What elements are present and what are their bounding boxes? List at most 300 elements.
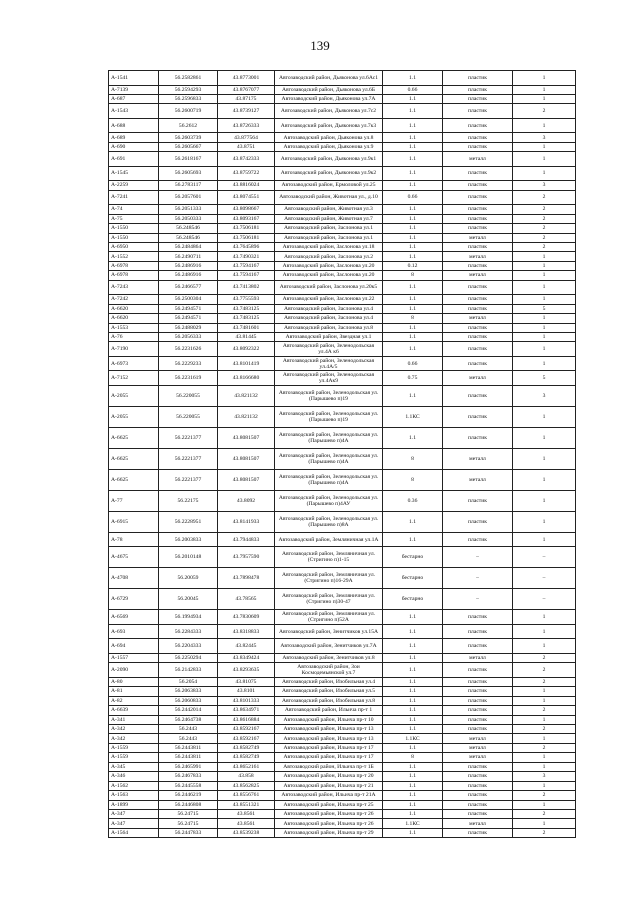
longitude-cell: 43.7594167 [218, 261, 275, 270]
table-row [109, 663, 576, 678]
table-row [109, 753, 576, 762]
address-cell: Автозаводский район, Заслонова ул.1 [275, 233, 383, 242]
table-row [109, 142, 576, 151]
volume-cell: 1.1 [383, 295, 443, 304]
volume-cell: 1.1 [383, 828, 443, 837]
count-cell: 2 [513, 791, 576, 800]
longitude-cell: 43.8349424 [218, 653, 275, 662]
address-cell: Автозаводский район, Ильича пр-т 21 [275, 781, 383, 790]
site-id-cell: А-1899 [109, 800, 159, 809]
count-cell: 1 [513, 610, 576, 625]
material-cell: металл [443, 314, 513, 323]
site-id-cell: А-1545 [109, 166, 159, 181]
table-row [109, 104, 576, 119]
volume-cell: 1.1 [383, 624, 443, 639]
table-row [109, 295, 576, 304]
longitude-cell: 43.7506181 [218, 224, 275, 233]
site-id-cell: А-345 [109, 762, 159, 771]
address-cell: Автозаводский район, Зеленодольская ул. (Парышево п)19 [275, 406, 383, 427]
site-id-cell: А-1543 [109, 104, 159, 119]
container-sites-table [108, 70, 576, 838]
count-cell: 2 [513, 663, 576, 678]
longitude-cell: 43.8081507 [218, 448, 275, 469]
table-row [109, 734, 576, 743]
latitude-cell: 56.2603739 [159, 133, 218, 142]
site-id-cell: А-80 [109, 677, 159, 686]
latitude-cell: 56.2605667 [159, 142, 218, 151]
address-cell: Автозаводский район, Животная ул.3 [275, 205, 383, 214]
longitude-cell: 43.8561 [218, 819, 275, 828]
count-cell: 1 [513, 342, 576, 357]
longitude-cell: 43.8562825 [218, 781, 275, 790]
latitude-cell: 56.2446219 [159, 791, 218, 800]
count-cell: 2 [513, 104, 576, 119]
address-cell: Автозаводский район, Зенитчиков ул.7А [275, 639, 383, 654]
latitude-cell: 56.2231619 [159, 371, 218, 386]
count-cell: – [513, 589, 576, 610]
volume-cell: 1.1 [383, 242, 443, 251]
site-id-cell: А-6915 [109, 511, 159, 532]
table-row [109, 639, 576, 654]
longitude-cell: 43.8166680 [218, 371, 275, 386]
table-row [109, 743, 576, 752]
latitude-cell: 56.2050333 [159, 214, 218, 223]
table-row [109, 71, 576, 86]
longitude-cell: 43.821132 [218, 406, 275, 427]
address-cell: Автозаводский район, Изобильная ул.5 [275, 687, 383, 696]
count-cell: 1 [513, 532, 576, 547]
longitude-cell: 43.8582749 [218, 743, 275, 752]
site-id-cell: А-694 [109, 639, 159, 654]
site-id-cell: А-4708 [109, 568, 159, 589]
latitude-cell: 56.2494571 [159, 314, 218, 323]
table-row [109, 190, 576, 205]
volume-cell: 1.1 [383, 118, 443, 133]
table-row [109, 261, 576, 270]
material-cell: пластик [443, 624, 513, 639]
table-row [109, 332, 576, 341]
address-cell: Автозаводский район, Ильича пр-т 20 [275, 772, 383, 781]
latitude-cell: 56.2221377 [159, 427, 218, 448]
address-cell: Автозаводский район, Земляничная ул. (Стригино п)52А [275, 610, 383, 625]
count-cell: 1 [513, 295, 576, 304]
longitude-cell: 43.7594167 [218, 271, 275, 280]
site-id-cell: А-7152 [109, 371, 159, 386]
table-row [109, 568, 576, 589]
address-cell: Автозаводский район, Зеленодольская ул.4Ак9 [275, 371, 383, 386]
longitude-cell: 43.8092 [218, 490, 275, 511]
longitude-cell: 43.8726333 [218, 118, 275, 133]
count-cell: 2 [513, 190, 576, 205]
volume-cell: 1.1 [383, 663, 443, 678]
site-id-cell: А-1550 [109, 224, 159, 233]
volume-cell: 1.1 [383, 687, 443, 696]
longitude-cell: 43.7898478 [218, 568, 275, 589]
longitude-cell: 43.7944833 [218, 532, 275, 547]
site-id-cell: А-6625 [109, 427, 159, 448]
latitude-cell: 56.220055 [159, 406, 218, 427]
volume-cell: 1.1 [383, 696, 443, 705]
material-cell: пластик [443, 663, 513, 678]
address-cell: Автозаводский район, Заслонова ул.20к5 [275, 280, 383, 295]
address-cell: Автозаводский район, Дьяконова ул.9 [275, 142, 383, 151]
address-cell: Автозаводский район, Ермоловой ул.25 [275, 181, 383, 190]
address-cell: Автозаводский район, Изобильная ул.8 [275, 696, 383, 705]
table-row [109, 152, 576, 167]
site-id-cell: А-74 [109, 205, 159, 214]
table-row [109, 427, 576, 448]
site-id-cell: А-6978 [109, 261, 159, 270]
material-cell: металл [443, 743, 513, 752]
volume-cell: 8 [383, 469, 443, 490]
address-cell: Автозаводский район, Дьяконова ул.8 [275, 133, 383, 142]
volume-cell: 1.1 [383, 142, 443, 151]
latitude-cell: 56.2465991 [159, 762, 218, 771]
latitude-cell: 56.2221377 [159, 469, 218, 490]
table-row [109, 85, 576, 94]
material-cell: пластик [443, 224, 513, 233]
latitude-cell: 56.2063833 [159, 687, 218, 696]
material-cell: пластик [443, 706, 513, 715]
latitude-cell: 56.2056333 [159, 332, 218, 341]
volume-cell: 1.1 [383, 762, 443, 771]
material-cell: пластик [443, 166, 513, 181]
latitude-cell: 56.2600719 [159, 104, 218, 119]
volume-cell: 1.1 [383, 342, 443, 357]
longitude-cell: 43.8652161 [218, 762, 275, 771]
address-cell: Автозаводский район, Изобильная ул.4 [275, 677, 383, 686]
material-cell: металл [443, 753, 513, 762]
latitude-cell: 56.248546 [159, 224, 218, 233]
latitude-cell: 56.2284333 [159, 624, 218, 639]
site-id-cell: А-1557 [109, 653, 159, 662]
site-id-cell: А-341 [109, 715, 159, 724]
volume-cell: 1.1 [383, 280, 443, 295]
table-row [109, 242, 576, 251]
table-row [109, 781, 576, 790]
latitude-cell: 56.2488029 [159, 323, 218, 332]
count-cell: 1 [513, 696, 576, 705]
address-cell: Автозаводский район, Заслонова ул.20 [275, 261, 383, 270]
address-cell: Автозаводский район, Земляничная ул. (Стригино п)30-47 [275, 589, 383, 610]
material-cell: пластик [443, 725, 513, 734]
address-cell: Автозаводский район, Ильича пр-т 13 [275, 725, 383, 734]
material-cell: металл [443, 819, 513, 828]
table-row [109, 271, 576, 280]
table-row [109, 448, 576, 469]
longitude-cell: 43.8759722 [218, 166, 275, 181]
latitude-cell: 56.2605693 [159, 166, 218, 181]
site-id-cell: А-1559 [109, 743, 159, 752]
material-cell: пластик [443, 94, 513, 103]
table-row [109, 385, 576, 406]
table-row [109, 342, 576, 357]
table-row [109, 696, 576, 705]
material-cell: металл [443, 252, 513, 261]
count-cell: 1 [513, 624, 576, 639]
longitude-cell: 43.7490321 [218, 252, 275, 261]
count-cell: 1 [513, 152, 576, 167]
longitude-cell: 43.8318833 [218, 624, 275, 639]
table-row [109, 687, 576, 696]
address-cell: Автозаводский район, Ильича пр-т 1Б [275, 762, 383, 771]
address-cell: Автозаводский район, Заслонова ул.8 [275, 323, 383, 332]
longitude-cell: 43.81445 [218, 332, 275, 341]
table-row [109, 133, 576, 142]
address-cell: Автозаводский район, Животная ул., д.10 [275, 190, 383, 205]
longitude-cell: 43.8561 [218, 809, 275, 818]
address-cell: Автозаводский район, Ильича пр-т 17 [275, 743, 383, 752]
address-cell: Автозаводский район, Ильича пр-т 21А [275, 791, 383, 800]
latitude-cell: 56.2443 [159, 725, 218, 734]
count-cell: 5 [513, 304, 576, 313]
volume-cell: 1.1 [383, 252, 443, 261]
count-cell: 1 [513, 280, 576, 295]
site-id-cell: А-6950 [109, 242, 159, 251]
count-cell: 1 [513, 781, 576, 790]
latitude-cell: 56.2057601 [159, 190, 218, 205]
site-id-cell: А-4675 [109, 547, 159, 568]
longitude-cell: 43.81075 [218, 677, 275, 686]
table-row [109, 624, 576, 639]
count-cell: 1 [513, 118, 576, 133]
volume-cell: 0.75 [383, 371, 443, 386]
material-cell: пластик [443, 71, 513, 86]
material-cell: металл [443, 233, 513, 242]
address-cell: Автозаводский район, Зенитчиков ул.8 [275, 653, 383, 662]
address-cell: Автозаводский район, Заслонова ул.18 [275, 242, 383, 251]
address-cell: Автозаводский район, Ильича пр-т 13 [275, 734, 383, 743]
table-row [109, 314, 576, 323]
site-id-cell: А-1564 [109, 828, 159, 837]
table-row [109, 356, 576, 371]
table-row [109, 205, 576, 214]
address-cell: Автозаводский район, Зеленодольская ул. (Парышево п)4А [275, 448, 383, 469]
count-cell: 2 [513, 809, 576, 818]
address-cell: Автозаводский район, Зенитчиков ул.15А [275, 624, 383, 639]
count-cell: 1 [513, 427, 576, 448]
longitude-cell: 43.8751 [218, 142, 275, 151]
volume-cell: 8 [383, 314, 443, 323]
count-cell: 2 [513, 706, 576, 715]
site-id-cell: А-7241 [109, 190, 159, 205]
volume-cell: 1.1 [383, 639, 443, 654]
count-cell: 3 [513, 385, 576, 406]
count-cell: 1 [513, 94, 576, 103]
address-cell: Автозаводский район, Заслонова ул.1 [275, 224, 383, 233]
table-row [109, 118, 576, 133]
count-cell: 1 [513, 469, 576, 490]
address-cell: Автозаводский район, Зеленодольская ул. (Парышево п)4А [275, 427, 383, 448]
count-cell: 2 [513, 725, 576, 734]
material-cell: металл [443, 152, 513, 167]
count-cell: 1 [513, 406, 576, 427]
address-cell: Автозаводский район, Зеленодольская ул. (Парышево п)8А [275, 511, 383, 532]
table-row [109, 589, 576, 610]
count-cell: 1 [513, 71, 576, 86]
site-id-cell: А-7190 [109, 342, 159, 357]
count-cell: 1 [513, 687, 576, 696]
address-cell: Автозаводский район, Животная ул.7 [275, 214, 383, 223]
site-id-cell: А-6625 [109, 469, 159, 490]
site-id-cell: А-7139 [109, 85, 159, 94]
site-id-cell: А-693 [109, 624, 159, 639]
table-row [109, 791, 576, 800]
address-cell: Автозаводский район, Дьяконова ул.9к2 [275, 166, 383, 181]
count-cell: 1 [513, 511, 576, 532]
volume-cell: бестарно [383, 547, 443, 568]
site-id-cell: А-7243 [109, 280, 159, 295]
material-cell: металл [443, 371, 513, 386]
site-id-cell: А-688 [109, 118, 159, 133]
count-cell: 1 [513, 261, 576, 270]
site-id-cell: А-342 [109, 725, 159, 734]
latitude-cell: 56.2221377 [159, 448, 218, 469]
table-row [109, 406, 576, 427]
table-row [109, 532, 576, 547]
volume-cell: 1.1 [383, 332, 443, 341]
page-number: 139 [310, 38, 330, 53]
count-cell: 1 [513, 332, 576, 341]
volume-cell: 1.1 [383, 706, 443, 715]
count-cell: 1 [513, 490, 576, 511]
material-cell: пластик [443, 385, 513, 406]
material-cell: металл [443, 271, 513, 280]
latitude-cell: 56.2054 [159, 677, 218, 686]
volume-cell: 0.12 [383, 261, 443, 270]
table-row [109, 252, 576, 261]
longitude-cell: 43.8141933 [218, 511, 275, 532]
count-cell: 1 [513, 639, 576, 654]
longitude-cell: 43.877564 [218, 133, 275, 142]
material-cell: пластик [443, 532, 513, 547]
volume-cell: 1.1 [383, 653, 443, 662]
address-cell: Автозаводский район, Ильича пр-т 25 [275, 800, 383, 809]
site-id-cell: А-1553 [109, 323, 159, 332]
longitude-cell: 43.8539238 [218, 828, 275, 837]
volume-cell: 1.1КС [383, 734, 443, 743]
longitude-cell: 43.8773001 [218, 71, 275, 86]
latitude-cell: 56.2229233 [159, 356, 218, 371]
address-cell: Автозаводский район, Дьяконова ул.7А [275, 94, 383, 103]
longitude-cell: 43.8592167 [218, 725, 275, 734]
count-cell: 1 [513, 753, 576, 762]
latitude-cell: 56.24715 [159, 819, 218, 828]
material-cell: пластик [443, 762, 513, 771]
table-row [109, 214, 576, 223]
site-id-cell: А-82 [109, 696, 159, 705]
table-row [109, 800, 576, 809]
table-row [109, 762, 576, 771]
volume-cell: 1.1 [383, 610, 443, 625]
count-cell: 1 [513, 271, 576, 280]
latitude-cell: 56.2142833 [159, 663, 218, 678]
address-cell: Автозаводский район, Ильича пр-т 1 [275, 706, 383, 715]
count-cell: 1 [513, 734, 576, 743]
latitude-cell: 56.2466577 [159, 280, 218, 295]
latitude-cell: 56.22175 [159, 490, 218, 511]
site-id-cell: А-342 [109, 734, 159, 743]
site-id-cell: А-689 [109, 133, 159, 142]
material-cell: пластик [443, 772, 513, 781]
count-cell: 1 [513, 85, 576, 94]
latitude-cell: 56.220055 [159, 385, 218, 406]
address-cell: Автозаводский район, Ильича пр-т 29 [275, 828, 383, 837]
longitude-cell: 43.78565 [218, 589, 275, 610]
longitude-cell: 43.8616884 [218, 715, 275, 724]
volume-cell: 0.36 [383, 490, 443, 511]
latitude-cell: 56.2486916 [159, 271, 218, 280]
material-cell: пластик [443, 104, 513, 119]
site-id-cell: А-2259 [109, 181, 159, 190]
table-row [109, 323, 576, 332]
longitude-cell: 43.8739127 [218, 104, 275, 119]
site-id-cell: А-691 [109, 152, 159, 167]
volume-cell: 1.1 [383, 94, 443, 103]
site-id-cell: А-2055 [109, 385, 159, 406]
volume-cell: 1.1 [383, 743, 443, 752]
count-cell: 2 [513, 653, 576, 662]
volume-cell: 8 [383, 271, 443, 280]
address-cell: Автозаводский район, Зои Космодемьянской ул.7 [275, 663, 383, 678]
site-id-cell: А-6569 [109, 610, 159, 625]
material-cell: пластик [443, 406, 513, 427]
longitude-cell: 43.8634971 [218, 706, 275, 715]
table-row [109, 715, 576, 724]
table-row [109, 469, 576, 490]
address-cell: Автозаводский район, Дьяконова ул.9к1 [275, 152, 383, 167]
count-cell: 3 [513, 772, 576, 781]
site-id-cell: А-75 [109, 214, 159, 223]
latitude-cell: 56.2467833 [159, 772, 218, 781]
site-id-cell: А-687 [109, 94, 159, 103]
longitude-cell: 43.7413802 [218, 280, 275, 295]
table-row [109, 819, 576, 828]
volume-cell: 1.1 [383, 304, 443, 313]
address-cell: Автозаводский район, Земляничная ул. (Стригино п)16-29А [275, 568, 383, 589]
table-row [109, 181, 576, 190]
address-cell: Автозаводский район, Заслонова ул.4 [275, 314, 383, 323]
material-cell: пластик [443, 511, 513, 532]
site-id-cell: А-6625 [109, 448, 159, 469]
latitude-cell: 56.2618167 [159, 152, 218, 167]
volume-cell: 1.1 [383, 511, 443, 532]
latitude-cell: 56.2486916 [159, 261, 218, 270]
address-cell: Автозаводский район, Ильича пр-т 17 [275, 753, 383, 762]
material-cell: пластик [443, 800, 513, 809]
count-cell: 1 [513, 800, 576, 809]
count-cell: 1 [513, 166, 576, 181]
latitude-cell: 56.2051333 [159, 205, 218, 214]
count-cell: 2 [513, 214, 576, 223]
site-id-cell: А-1563 [109, 791, 159, 800]
address-cell: Автозаводский район, Дьяконова ул.6Б [275, 85, 383, 94]
latitude-cell: 56.2442014 [159, 706, 218, 715]
longitude-cell: 43.7483125 [218, 304, 275, 313]
volume-cell: 1.1 [383, 205, 443, 214]
site-id-cell: А-1552 [109, 252, 159, 261]
volume-cell: 1.1 [383, 385, 443, 406]
address-cell: Автозаводский район, Заслонова ул.4 [275, 304, 383, 313]
count-cell: 2 [513, 743, 576, 752]
latitude-cell: 56.2003833 [159, 532, 218, 547]
longitude-cell: 43.8101419 [218, 356, 275, 371]
site-id-cell: А-347 [109, 809, 159, 818]
address-cell: Автозаводский район, Земляничная ул.1А [275, 532, 383, 547]
longitude-cell: 43.7957590 [218, 547, 275, 568]
volume-cell: 1.1КС [383, 819, 443, 828]
latitude-cell: 56.1994934 [159, 610, 218, 625]
